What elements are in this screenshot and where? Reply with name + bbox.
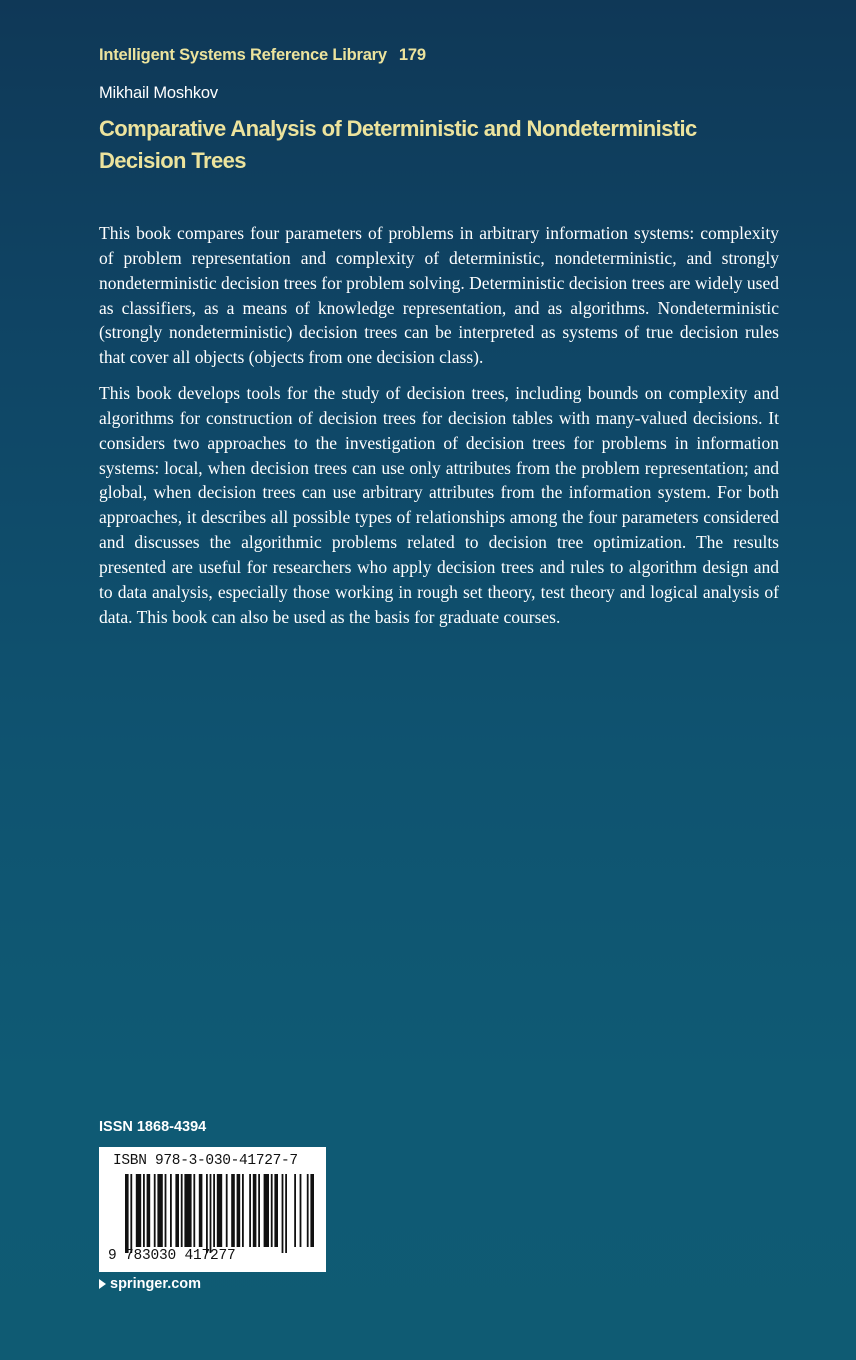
barcode-bar (294, 1174, 296, 1247)
series-name: Intelligent Systems Reference Library (99, 46, 387, 64)
book-title (99, 113, 759, 177)
isbn-barcode (99, 1147, 326, 1272)
author-name: Mikhail Moshkov (99, 84, 218, 102)
barcode-bar (310, 1174, 314, 1247)
barcode-bar (157, 1174, 162, 1247)
barcode-bar (242, 1174, 244, 1247)
springer-website[interactable] (99, 1276, 201, 1292)
barcode-bar (285, 1174, 287, 1253)
barcode-bar (226, 1174, 228, 1247)
abstract (99, 221, 779, 641)
barcode-bar (147, 1174, 151, 1247)
barcode-bar (184, 1174, 191, 1247)
barcode-bar (175, 1174, 179, 1247)
barcode-bar (125, 1174, 129, 1253)
issn: ISSN 1868-4394 (99, 1119, 207, 1135)
isbn-label: ISBN 978-3-030-41727-7 (113, 1153, 298, 1169)
book-title-line-1: Comparative Analysis of Deterministic and Nondeterministic (99, 116, 697, 141)
series-line (99, 46, 426, 65)
barcode-bar (249, 1174, 251, 1247)
barcode-bar (258, 1174, 260, 1247)
barcode-bar (210, 1174, 212, 1253)
barcode-bar (193, 1174, 195, 1247)
website-label: springer.com (110, 1276, 202, 1292)
barcode-bar (253, 1174, 257, 1247)
barcode-bar (271, 1174, 273, 1247)
barcode-bar (217, 1174, 222, 1247)
barcode-bar (181, 1174, 183, 1247)
barcode-bar (206, 1174, 208, 1253)
barcode-bar (274, 1174, 278, 1247)
barcode-bar (143, 1174, 145, 1247)
barcode-bar (231, 1174, 235, 1247)
barcode-bar (154, 1174, 156, 1247)
barcode-bar (165, 1174, 167, 1247)
barcode-bar (130, 1174, 132, 1253)
barcode-bar (136, 1174, 141, 1247)
series-number: 179 (398, 46, 426, 64)
book-title-line-2: Decision Trees (99, 148, 246, 173)
arrow-right-icon (99, 1279, 106, 1289)
barcode-bar (307, 1174, 309, 1247)
barcode-bar (264, 1174, 269, 1247)
barcode-bar (199, 1174, 203, 1247)
barcode-bar (300, 1174, 302, 1247)
abstract-paragraph-1: This book compares four parameters of problems in arbitrary information systems: complexity of problem representation and complexity of deterministic, nondeterministic, and strongly nondeterministic decision trees for problem solving. Deterministic decision trees are widely used as classifiers, as a means of knowledge representation, and as algorithms. Nondeterministic (strongly nondeterministic) decision trees can be interpreted as systems of true decision rules that cover all objects (objects from one decision class). (99, 223, 779, 368)
abstract-paragraph-2: This book develops tools for the study of decision trees, including bounds on complexity and algorithms for construction of decision trees for decision tables with many-valued decisions. It considers two approaches to the investigation of decision trees for problems in information systems: local, when decision trees can use only attributes from the problem representation; and global, when decision trees can use arbitrary attributes from the information system. For both approaches, it describes all possible types of relationships among the four parameters considered and discusses the algorithmic problems related to decision tree optimization. The results presented are useful for researchers who apply decision trees and rules to algorithm design and to data analysis, especially those working in rough set theory, test theory and logical analysis of data. This book can also be used as the basis for graduate courses. (99, 383, 779, 627)
barcode-bar (170, 1174, 172, 1247)
ean-digits: 9 783030 417277 (108, 1248, 236, 1264)
barcode-bar (282, 1174, 284, 1253)
barcode-bar (213, 1174, 215, 1247)
barcode-bar (237, 1174, 241, 1247)
